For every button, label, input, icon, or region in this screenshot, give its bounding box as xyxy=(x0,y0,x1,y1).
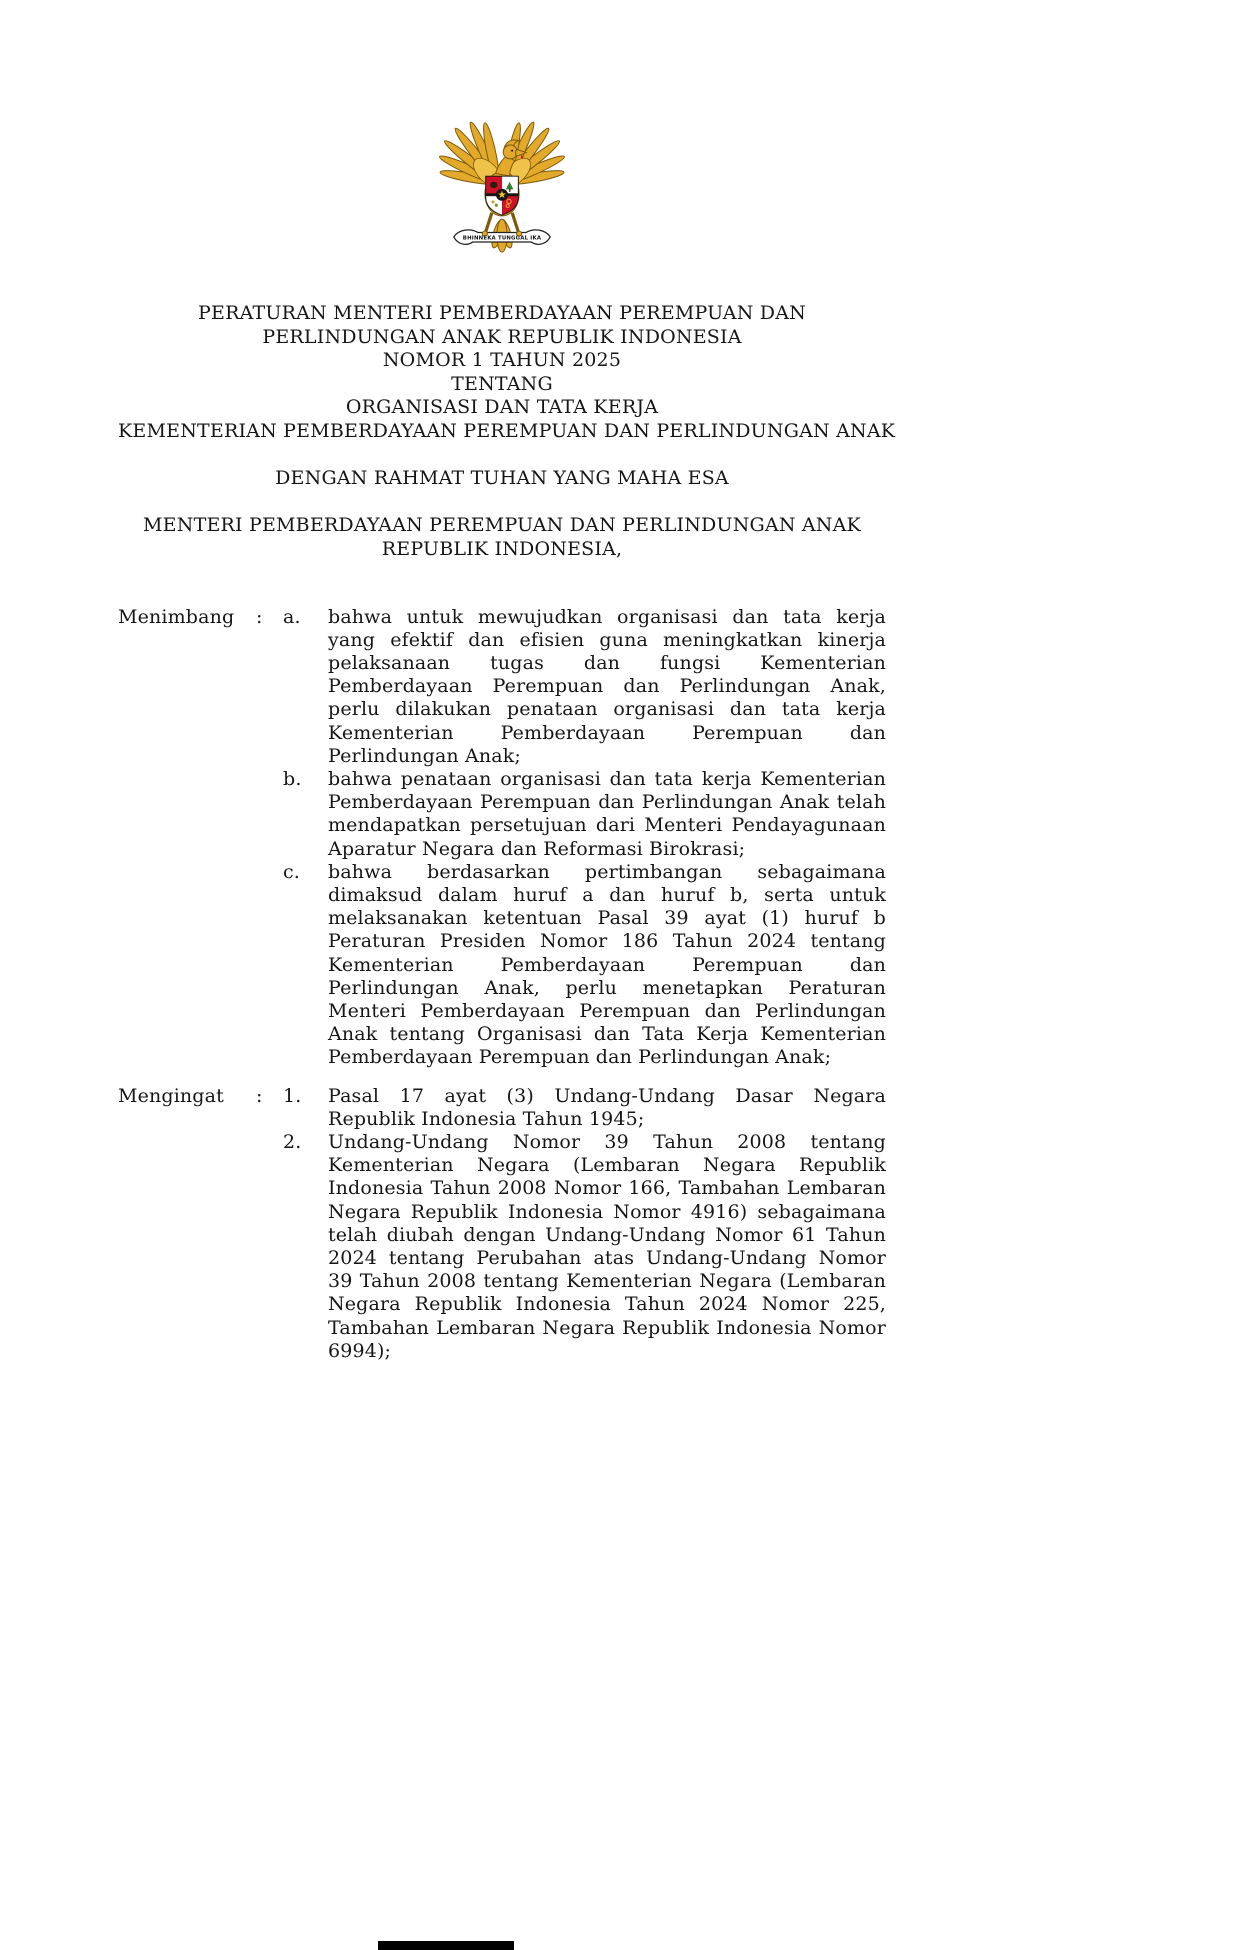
item-text: bahwa penataan organisasi dan tata kerja Kementerian Pemberdayaan Perempuan dan Perlindungan Anak telah mendapatkan persetujuan dari Menteri Pendayagunaan Aparatur Negara dan Reformasi Birokrasi; xyxy=(328,767,886,860)
item-marker: c. xyxy=(283,860,300,883)
legal-basis-item-2 xyxy=(283,1131,886,1363)
pancasila-shield xyxy=(486,177,518,215)
section-colon: : xyxy=(256,1084,263,1107)
consideration-item-b xyxy=(283,768,886,861)
item-text: bahwa untuk mewujudkan organisasi dan tata kerja yang efektif dan efisien guna meningkatkan kinerja pelaksanaan tugas dan fungsi Kementerian Pemberdayaan Perempuan dan Perlindungan Anak, perlu dilakukan penataan organisasi dan tata kerja Kementerian Pemberdayaan Perempuan dan Perlindungan Anak; xyxy=(328,605,886,767)
title-line-1: PERATURAN MENTERI PEMBERDAYAAN PEREMPUAN DAN xyxy=(198,302,806,324)
authority-line-1: MENTERI PEMBERDAYAAN PEREMPUAN DAN PERLINDUNGAN ANAK xyxy=(143,514,861,537)
item-marker: 2. xyxy=(283,1131,302,1153)
motto-text: BHINNEKA TUNGGAL IKA xyxy=(462,235,542,242)
item-marker: b. xyxy=(283,767,302,790)
item-marker: a. xyxy=(283,605,301,628)
garuda-pancasila-emblem xyxy=(431,108,573,258)
consideration-item-a xyxy=(283,606,886,768)
mengingat-items xyxy=(283,1085,886,1363)
section-label: Menimbang xyxy=(118,605,235,628)
cotton-symbol xyxy=(495,204,498,207)
bull-head-symbol xyxy=(490,182,498,188)
authority-line-2: REPUBLIK INDONESIA, xyxy=(381,537,623,560)
section-label: Mengingat xyxy=(118,1084,224,1107)
title-line-3: NOMOR 1 TAHUN 2025 xyxy=(382,349,622,372)
document-title-block xyxy=(118,302,896,562)
legal-basis-item-1 xyxy=(283,1085,886,1131)
item-text: bahwa berdasarkan pertimbangan sebagaimana dimaksud dalam huruf a dan huruf b, serta untuk melaksanakan ketentuan Pasal 39 ayat (1) huruf b Peraturan Presiden Nomor 186 Tahun 2024 tentang Kementerian Pemberdayaan Perempuan dan Perlindungan Anak, perlu menetapkan Peraturan Menteri Pemberdayaan Perempuan dan Perlindungan Anak tentang Organisasi dan Tata Kerja Kementerian Pemberdayaan Perempuan dan Perlindungan Anak; xyxy=(328,860,886,1069)
menimbang-items xyxy=(283,606,886,1070)
title-line-2: PERLINDUNGAN ANAK REPUBLIK INDONESIA xyxy=(262,325,742,348)
rice-symbol xyxy=(492,200,495,203)
item-text: Pasal 17 ayat (3) Undang-Undang Dasar Negara Republik Indonesia Tahun 1945; xyxy=(328,1084,886,1130)
title-line-6: KEMENTERIAN PEMBERDAYAAN PEREMPUAN DAN PERLINDUNGAN ANAK xyxy=(118,419,896,442)
item-text: Undang-Undang Nomor 39 Tahun 2008 tentang Kementerian Negara (Lembaran Negara Republik Indonesia Tahun 2008 Nomor 166, Tambahan Lembaran Negara Republik Indonesia Nomor 4916) sebagaimana telah diubah dengan Undang-Undang Nomor 61 Tahun 2024 tentang Perubahan atas Undang-Undang Nomor 39 Tahun 2008 tentang Kementerian Negara (Lembaran Negara Republik Indonesia Tahun 2024 Nomor 225, Tambahan Lembaran Negara Republik Indonesia Nomor 6994); xyxy=(328,1131,886,1362)
motto-banner xyxy=(454,230,550,244)
section-colon: : xyxy=(256,605,263,628)
section-mengingat xyxy=(118,1085,886,1363)
invocation-line: DENGAN RAHMAT TUHAN YANG MAHA ESA xyxy=(275,467,729,490)
scan-artifact-bar xyxy=(378,1941,514,1950)
tree-trunk xyxy=(509,189,511,192)
consideration-item-c xyxy=(283,861,886,1070)
title-line-5: ORGANISASI DAN TATA KERJA xyxy=(345,396,659,419)
title-line-4: TENTANG xyxy=(451,372,553,395)
document-content xyxy=(118,0,896,1363)
emblem-container xyxy=(118,0,886,262)
item-marker: 1. xyxy=(283,1084,302,1107)
section-menimbang xyxy=(118,606,886,1070)
